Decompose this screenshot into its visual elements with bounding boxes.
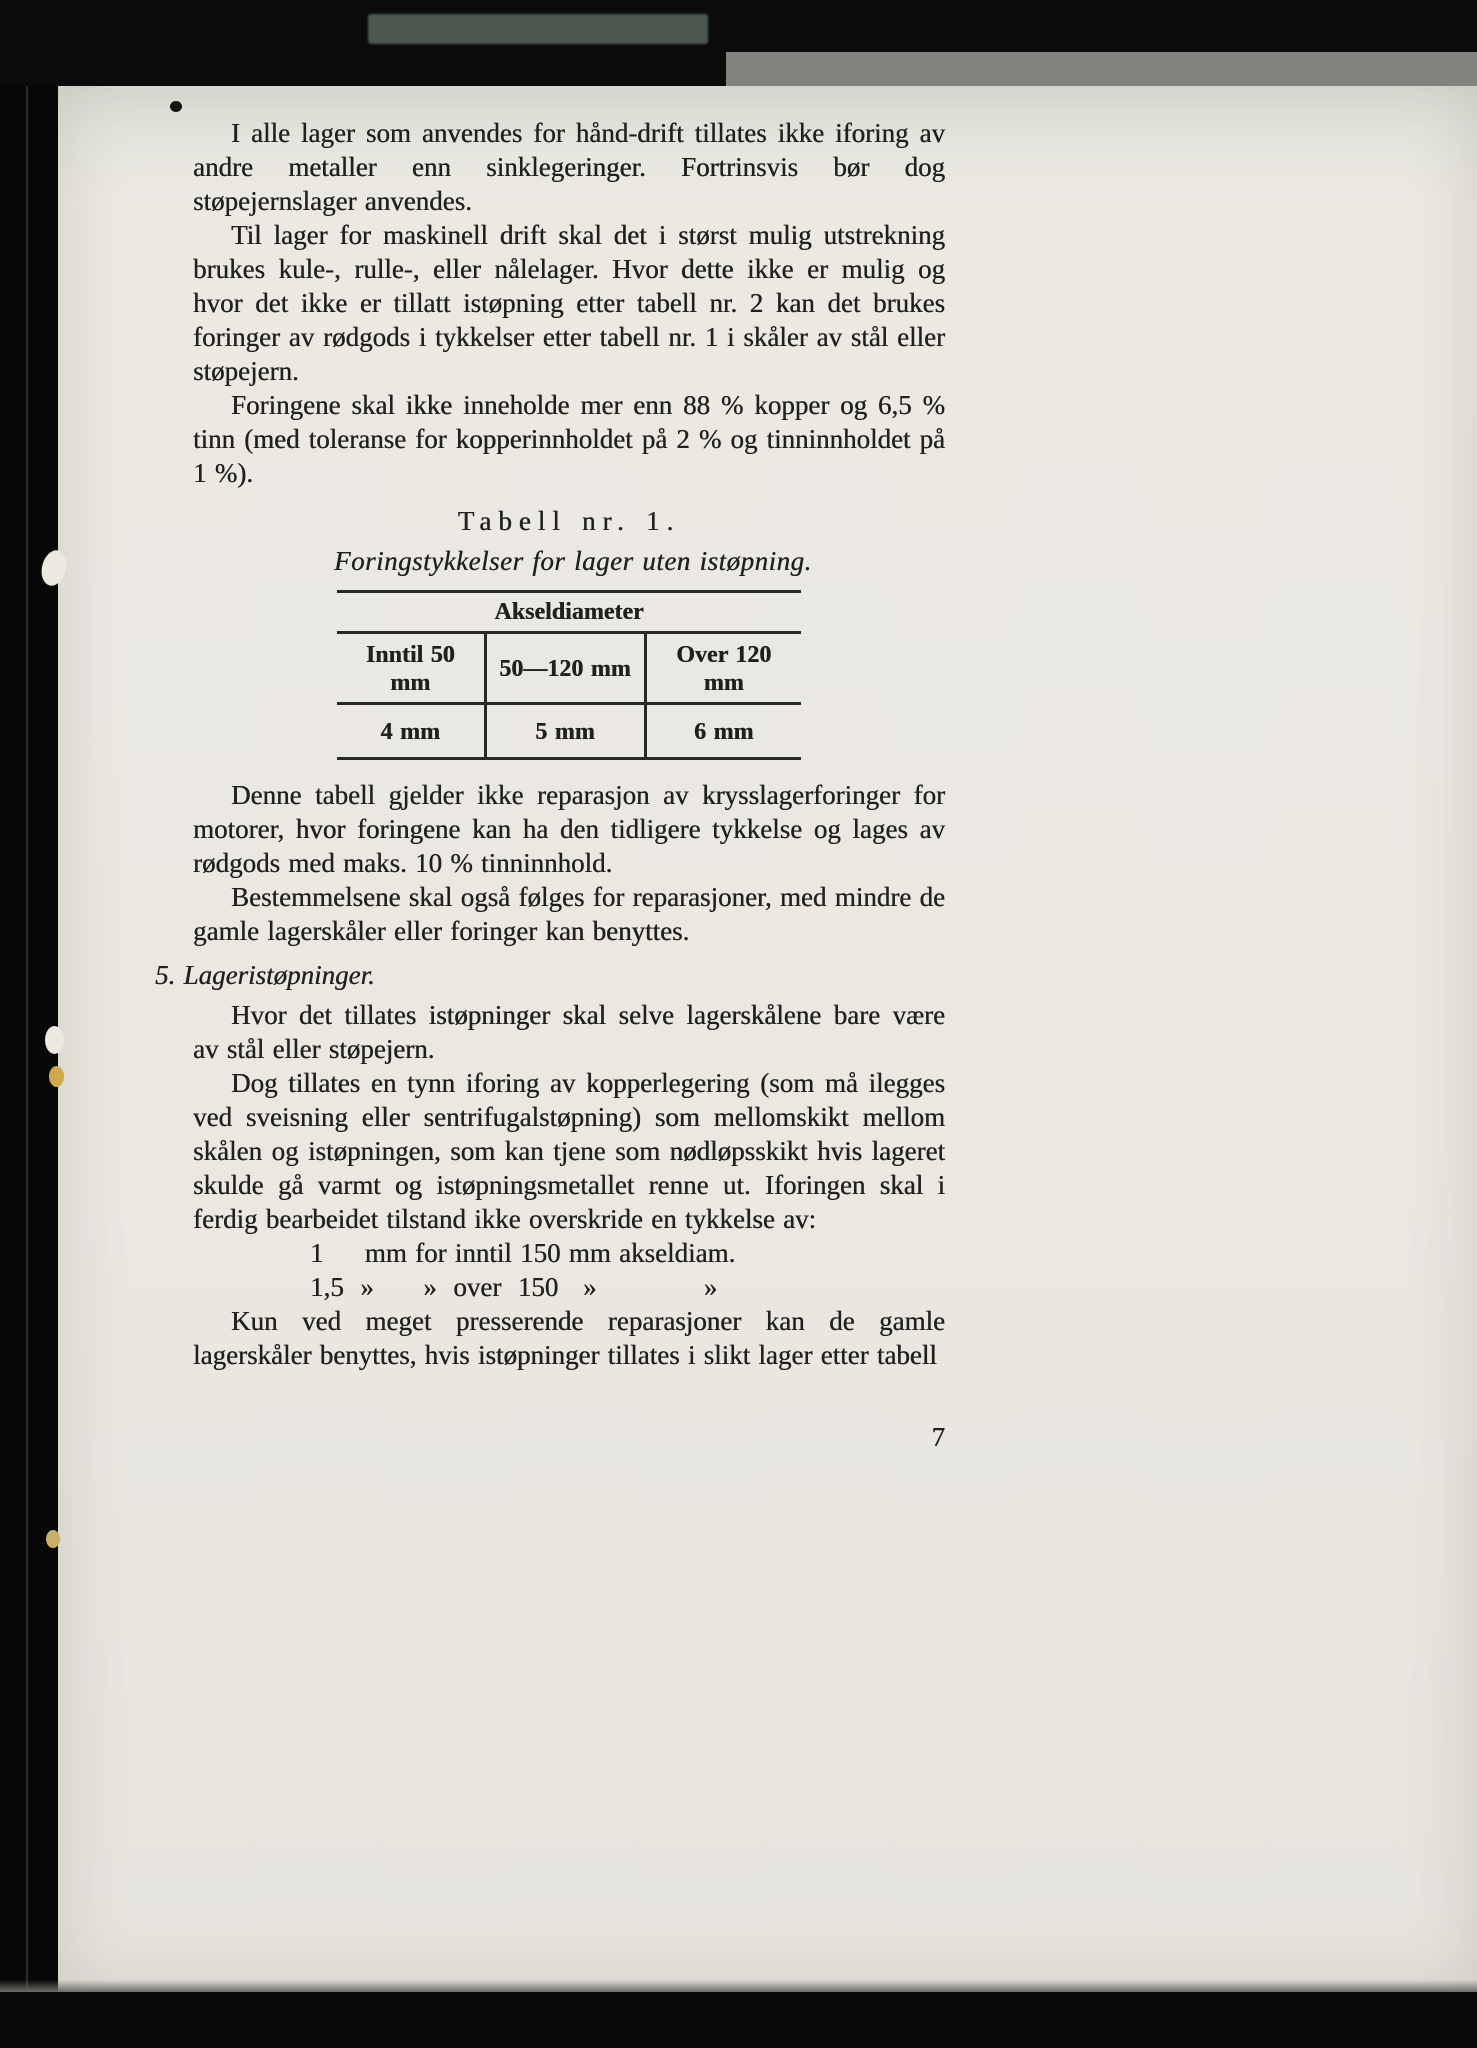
paragraph-bestemmelsene: Bestemmelsene skal også følges for reparasjoner, med mindre de gamle lagerskåler eller foringer kan benyttes. [193, 882, 945, 946]
scan-border-bottom [0, 1992, 1477, 2048]
table-value-1: 4 mm [380, 719, 440, 745]
scan-gray-band [726, 52, 1477, 86]
spec-line-2: 1,5 » » over 150 » » [310, 1272, 718, 1302]
spec-line-1: 1 mm for inntil 150 mm akseldiam. [310, 1238, 736, 1268]
table-title: Tabell nr. 1. [457, 506, 681, 536]
paragraph-hand-drift: I alle lager som anvendes for hånd-drift tillates ikke iforing av andre metaller enn sinklegeringer. Fortrinsvis bør dog støpejernslager anvendes. [193, 118, 945, 216]
paragraph-foringene: Foringene skal ikke inneholde mer enn 88 % kopper og 6,5 % tinn (med toleranse for kopperinnholdet på 2 % og tinninnholdet på 1 %). [193, 390, 945, 488]
table-subtitle: Foringstykkelser for lager uten istøpning. [334, 546, 812, 576]
page-number: 7 [931, 1422, 945, 1452]
table-col-header-1: Inntil 50 mm [337, 633, 485, 704]
forings-table [337, 590, 801, 760]
paragraph-kun-ved: Kun ved meget presserende reparasjoner kan de gamle lagerskåler benyttes, hvis istøpninger tillates i slikt lager etter tabell [193, 1306, 945, 1370]
scan-border-left [0, 0, 58, 2048]
paragraph-dog-tillates: Dog tillates en tynn iforing av kopperlegering (som må ilegges ved sveisning eller sentrifugalstøpning) som mellomskikt mellom skålen og istøpningen, som kan tjene som nødløpsskikt hvis lageret skulde gå varmt og istøpningsmetallet renne ut. Iforingen skal i ferdig bearbeidet tilstand ikke overskride en tykkelse av: [193, 1068, 945, 1234]
table-col-header-2: 50—120 mm [485, 633, 645, 704]
section-heading-lageristopninger: 5. Lageristøpninger. [155, 960, 375, 990]
scanned-page [58, 86, 1477, 1992]
paper-speck-artifact [46, 1530, 60, 1548]
scan-border-top [0, 0, 1477, 86]
table-block [334, 504, 812, 760]
binding-tape-artifact [368, 14, 708, 44]
table-col-header-3: Over 120 mm [645, 633, 801, 704]
paragraph-maskinell-drift: Til lager for maskinell drift skal det i størst mulig utstrekning brukes kule-, rulle-, eller nålelager. Hvor dette ikke er mulig og hvor det ikke er tillatt istøpning etter tabell nr. 2 kan det brukes foringer av rødgods i tykkelser etter tabell nr. 1 i skåler av stål eller støpejern. [193, 220, 945, 386]
table-value-3: 6 mm [645, 704, 801, 759]
text-block [155, 116, 945, 1454]
table-header-row [337, 633, 801, 704]
table-span-row [337, 592, 801, 633]
paper-speck-artifact [45, 1026, 64, 1054]
paragraph-hvor-det-tillates: Hvor det tillates istøpninger skal selve lagerskålene bare være av stål eller støpejern. [193, 1000, 945, 1064]
table-value-2: 5 mm [485, 704, 645, 759]
paper-speck-artifact [49, 1066, 64, 1087]
table-value-row [337, 704, 801, 759]
ink-dot-artifact [170, 101, 182, 112]
table-span-header: Akseldiameter [337, 592, 801, 633]
paragraph-denne-tabell: Denne tabell gjelder ikke reparasjon av krysslagerforinger for motorer, hvor foringene kan ha den tidligere tykkelse og lages av rødgods med maks. 10 % tinninnhold. [193, 780, 945, 878]
